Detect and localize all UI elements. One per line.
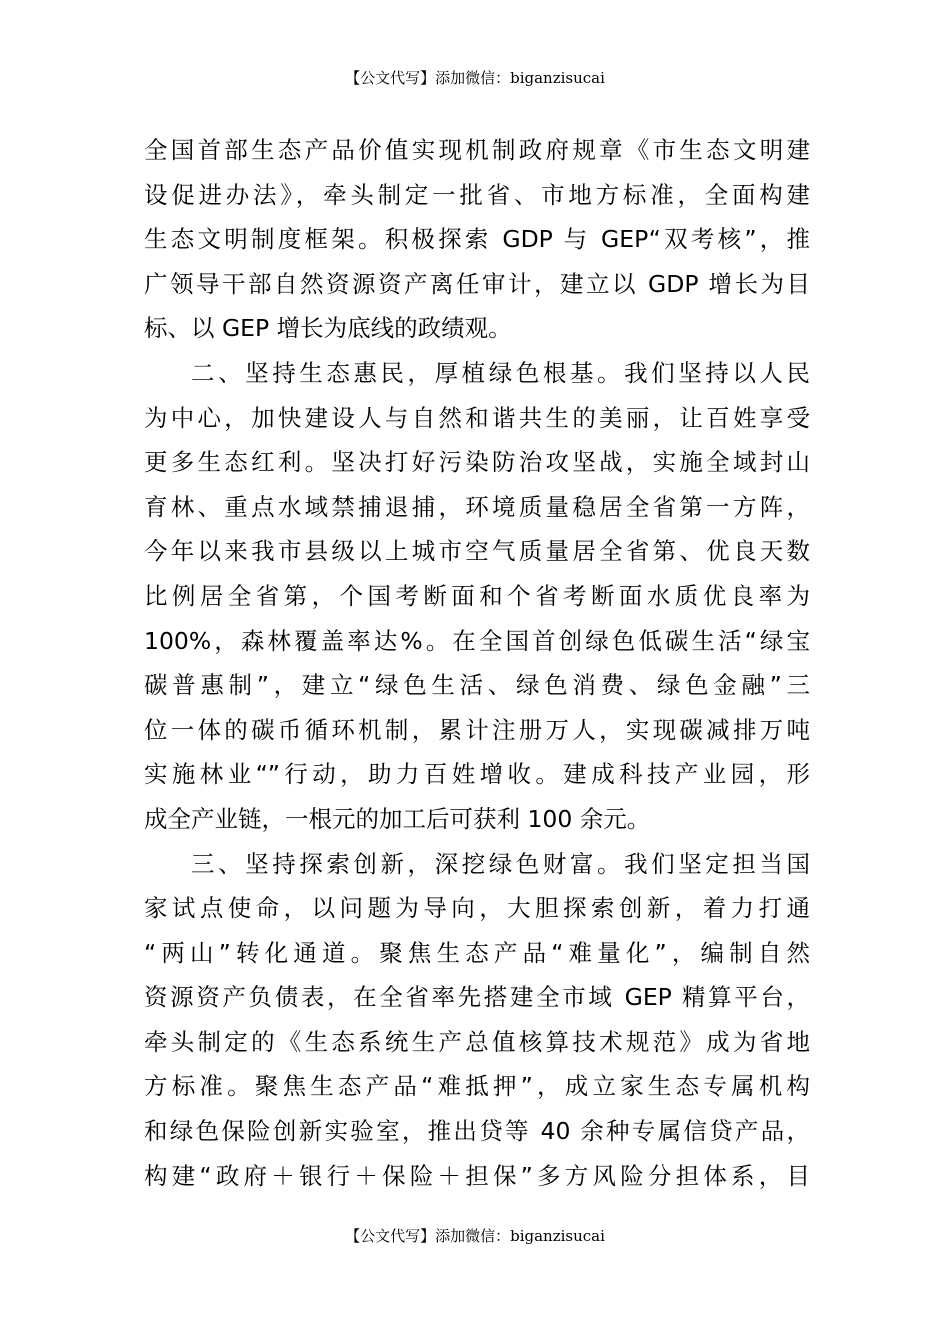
text-line: 标、以 GEP 增长为底线的政绩观。 <box>144 314 512 343</box>
text-line: 更多生态红利。坚决打好污染防治攻坚战，实施全域封山 <box>144 448 810 477</box>
text-line: 和绿色保险创新实验室，推出贷等 40 余种专属信贷产品， <box>144 1117 810 1146</box>
text-line: 碳普惠制”，建立“绿色生活、绿色消费、绿色金融”三 <box>144 671 810 700</box>
text-line: 构建“政府＋银行＋保险＋担保”多方风险分担体系，目 <box>144 1161 810 1190</box>
text-line: 二、坚持生态惠民，厚植绿色根基。我们坚持以人民 <box>191 358 810 387</box>
text-line: 全国首部生态产品价值实现机制政府规章《市生态文明建 <box>144 136 810 164</box>
text-line: 100%，森林覆盖率达%。在全国首创绿色低碳生活“绿宝 <box>144 626 810 655</box>
page-header: 【公文代写】添加微信：biganzisucai <box>345 69 605 87</box>
page-footer: 【公文代写】添加微信：biganzisucai <box>345 1227 605 1245</box>
text-line: 广领导干部自然资源资产离任审计，建立以 GDP 增长为目 <box>144 269 810 298</box>
paragraph <box>144 351 810 842</box>
text-line: 家试点使命，以问题为导向，大胆探索创新，着力打通 <box>144 894 810 923</box>
text-line: 位一体的碳币循环机制，累计注册万人，实现碳减排万吨 <box>144 715 810 744</box>
document-body <box>144 128 810 1198</box>
text-line: 三、坚持探索创新，深挖绿色财富。我们坚定担当国 <box>191 849 810 878</box>
text-line: 今年以来我市县级以上城市空气质量居全省第、优良天数 <box>144 537 810 566</box>
text-line: 方标准。聚焦生态产品“难抵押”，成立家生态专属机构 <box>144 1072 810 1101</box>
text-line: 实施林业“”行动，助力百姓增收。建成科技产业园，形 <box>144 760 810 789</box>
text-line: 设促进办法》，牵头制定一批省、市地方标准，全面构建 <box>144 180 810 209</box>
text-line: 成全产业链，一根元的加工后可获利 100 余元。 <box>144 804 651 833</box>
text-line: 生态文明制度框架。积极探索 GDP 与 GEP“双考核”，推 <box>144 225 810 254</box>
text-line: 比例居全省第，个国考断面和个省考断面水质优良率为 <box>144 581 810 610</box>
text-line: 育林、重点水域禁捕退捕，环境质量稳居全省第一方阵， <box>144 492 810 521</box>
text-line: “两山”转化通道。聚焦生态产品“难量化”，编制自然 <box>144 938 810 967</box>
paragraph <box>144 842 810 1199</box>
text-line: 牵头制定的《生态系统生产总值核算技术规范》成为省地 <box>144 1027 810 1056</box>
text-line: 为中心，加快建设人与自然和谐共生的美丽，让百姓享受 <box>144 403 810 432</box>
paragraph <box>144 128 810 351</box>
text-line: 资源资产负债表，在全省率先搭建全市域 GEP 精算平台， <box>144 983 810 1012</box>
